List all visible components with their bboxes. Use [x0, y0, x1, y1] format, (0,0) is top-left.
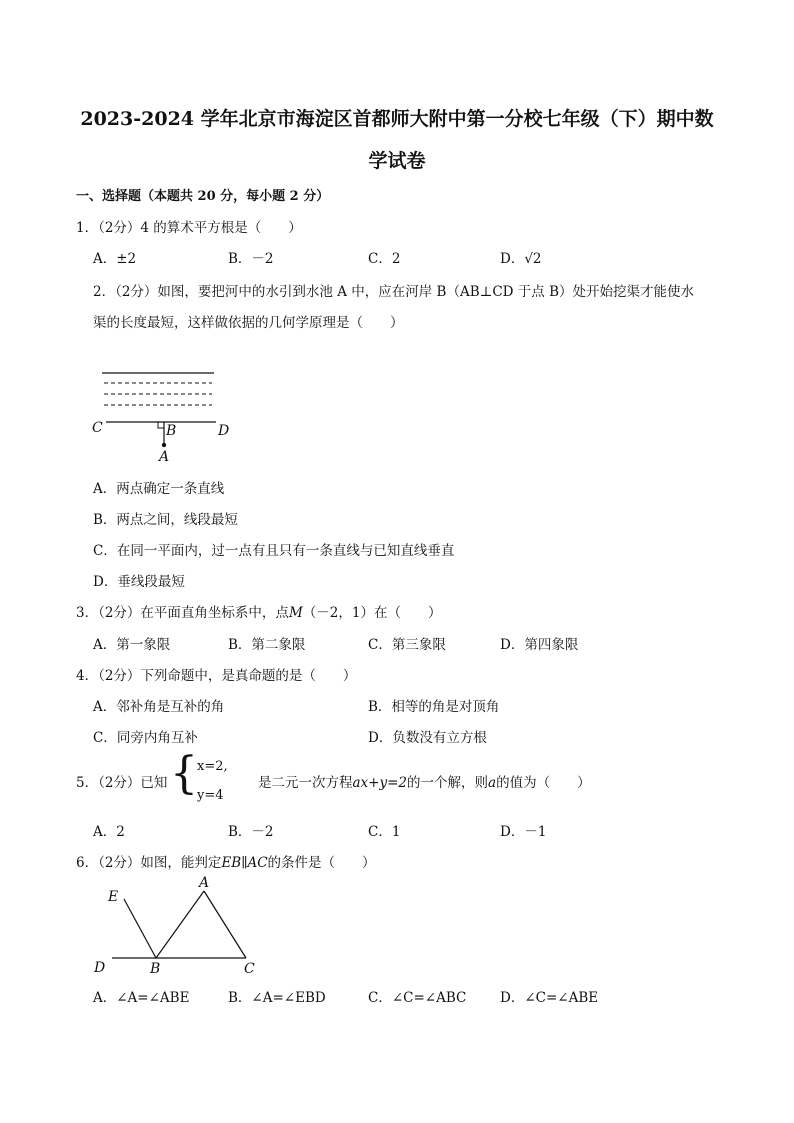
- question-4-stem: 4．（2分）下列命题中，是真命题的是（ ）: [76, 668, 357, 684]
- q5-option-b: B．－2: [228, 824, 274, 840]
- q5-stem-mid2: 的一个解，则: [407, 775, 489, 791]
- q6-stem-prefix: 6．（2分）如图，能判定: [76, 855, 222, 871]
- q1-option-a: A．±2: [93, 251, 137, 267]
- question-2-stem-line1: 2．（2分）如图，要把河中的水引到水池 A 中，应在河岸 B（AB⊥CD 于点 B）处开始挖渠才能使水: [93, 284, 694, 300]
- pool-point-a: [162, 443, 166, 447]
- q6-option-a: A．∠A=∠ABE: [93, 990, 190, 1006]
- q6-option-c: C．∠C=∠ABC: [368, 990, 467, 1006]
- q1-option-b: B．－2: [228, 251, 274, 267]
- q6-condition: EB∥AC: [221, 855, 268, 871]
- q6-stem-suffix: 的条件是（ ）: [267, 855, 376, 871]
- q3-option-b: B．第二象限: [228, 637, 306, 653]
- q5-option-a: A．2: [93, 824, 125, 840]
- q5-stem-rest: [258, 771, 591, 791]
- q2-option-b: B．两点之间，线段最短: [93, 512, 238, 528]
- label-a: A: [159, 449, 170, 465]
- q2-option-c: C．在同一平面内，过一点有且只有一条直线与已知直线垂直: [93, 543, 455, 559]
- q5-option-c: C．1: [368, 824, 401, 840]
- segment-ba: [156, 891, 204, 958]
- label-b: B: [166, 423, 177, 439]
- q4-option-c: C．同旁内角互补: [93, 730, 198, 746]
- question-6-stem: [76, 851, 376, 871]
- q3-option-a: A．第一象限: [93, 637, 171, 653]
- question-1-stem: 1．（2分）4 的算术平方根是（ ）: [76, 220, 302, 236]
- q5-stem-suffix: 的值为（ ）: [496, 775, 591, 791]
- label-e: E: [108, 889, 119, 905]
- exam-title-line1: 2023-2024 学年北京市海淀区首都师大附中第一分校七年级（下）期中数: [80, 108, 714, 130]
- system-line-1: x=2,: [197, 759, 228, 774]
- label-b: B: [150, 961, 161, 977]
- q3-option-d: D．第四象限: [500, 637, 579, 653]
- q3-point-name: M: [288, 605, 303, 621]
- q5-option-d: D．－1: [500, 824, 547, 840]
- question-2-stem-line2: 渠的长度最短，这样做依据的几何学原理是（ ）: [93, 315, 404, 331]
- right-angle-mark: [158, 422, 164, 428]
- q5-stem-mid: 是二元一次方程: [258, 775, 353, 791]
- q3-stem-prefix: 3．（2分）在平面直角坐标系中，点: [76, 605, 289, 621]
- q4-option-a: A．邻补角是互补的角: [93, 699, 225, 715]
- question-3-stem: [76, 601, 441, 621]
- segment-ac: [204, 891, 246, 958]
- label-d: D: [218, 423, 230, 439]
- section-heading: 一、选择题（本题共 20 分，每小题 2 分）: [76, 189, 330, 204]
- system-brace: {: [170, 748, 198, 799]
- parallel-lines-figure: [88, 874, 268, 978]
- q5-variable: a: [488, 775, 497, 791]
- system-line-2: y=4: [197, 788, 224, 803]
- q1-option-c: C．2: [368, 251, 401, 267]
- q6-option-b: B．∠A=∠EBD: [228, 990, 326, 1006]
- q5-equation: ax+y=2: [352, 775, 408, 791]
- q4-option-b: B．相等的角是对顶角: [368, 699, 500, 715]
- q1-option-d: D．√2: [500, 251, 542, 267]
- label-a: A: [199, 875, 210, 891]
- exam-title-line2: 学试卷: [368, 150, 426, 172]
- label-c: C: [92, 420, 103, 436]
- q5-stem-prefix: 5．（2分）已知: [76, 775, 168, 791]
- q4-option-d: D．负数没有立方根: [368, 730, 487, 746]
- q2-option-d: D．垂线段最短: [93, 574, 185, 590]
- river-channel-figure: [88, 365, 248, 465]
- label-d: D: [94, 960, 106, 976]
- label-c: C: [244, 961, 255, 977]
- q2-option-a: A．两点确定一条直线: [93, 481, 225, 497]
- segment-eb: [124, 899, 156, 958]
- q3-stem-suffix: （－2，1）在（ ）: [302, 605, 442, 621]
- q6-option-d: D．∠C=∠ABE: [500, 990, 599, 1006]
- q3-option-c: C．第三象限: [368, 637, 446, 653]
